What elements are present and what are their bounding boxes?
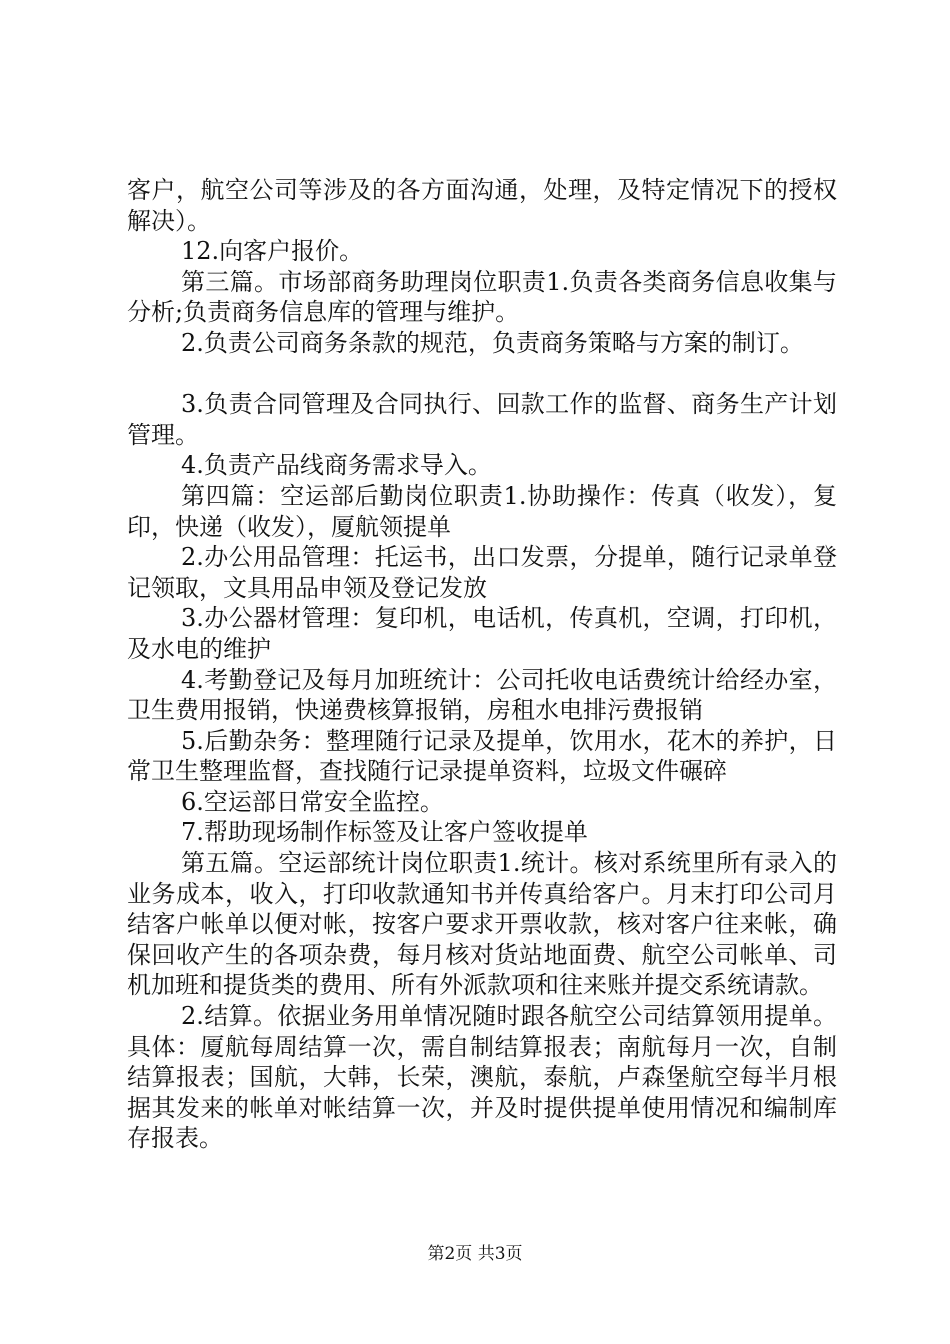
paragraph-1: 客户，航空公司等涉及的各方面沟通，处理，及特定情况下的授权解决）。	[127, 176, 837, 235]
paragraph-11: 5.后勤杂务：整理随行记录及提单，饮用水，花木的养护，日常卫生整理监督，查找随行记录提单资料，垃圾文件碾碎	[127, 726, 837, 786]
paragraph-4: 2.负责公司商务条款的规范，负责商务策略与方案的制订。	[181, 328, 804, 357]
paragraph-8: 2.办公用品管理：托运书，出口发票，分提单，随行记录单登记领取，文具用品申领及登记发放	[127, 543, 837, 602]
paragraph-7: 第四篇：空运部后勤岗位职责1.协助操作：传真（收发），复印，快递（收发），厦航领提单	[127, 481, 837, 541]
paragraph-3: 第三篇。市场部商务助理岗位职责1.负责各类商务信息收集与分析;负责商务信息库的管理与维护。	[127, 267, 837, 327]
paragraph-15: 2.结算。依据业务用单情况随时跟各航空公司结算领用提单。具体：厦航每周结算一次，需自制结算报表；南航每月一次，自制结算报表；国航，大韩，长荣，澳航，泰航，卢森堡航空每半月根据其发来的帐单对帐结算一次，并及时提供提单使用情况和编制库存报表。	[127, 1002, 837, 1153]
document-body	[127, 175, 837, 1154]
paragraph-13: 7.帮助现场制作标签及让客户签收提单	[181, 818, 588, 847]
paragraph-2: 12.向客户报价。	[181, 237, 364, 266]
paragraph-14: 第五篇。空运部统计岗位职责1.统计。核对系统里所有录入的业务成本，收入，打印收款通知书并传真给客户。月末打印公司月结客户帐单以便对帐，按客户要求开票收款，核对客户往来帐，确保回收产生的各项杂费，每月核对货站地面费、航空公司帐单、司机加班和提货类的费用、所有外派款项和往来账并提交系统请款。	[127, 849, 837, 1000]
paragraph-spacer	[127, 359, 837, 390]
paragraph-9: 3.办公器材管理：复印机，电话机，传真机，空调，打印机，及水电的维护	[127, 604, 837, 663]
paragraph-10: 4.考勤登记及每月加班统计：公司托收电话费统计给经办室，卫生费用报销，快递费核算报销，房租水电排污费报销	[127, 665, 837, 725]
page-number-footer: 第2页 共3页	[427, 1244, 523, 1264]
paragraph-12: 6.空运部日常安全监控。	[181, 787, 444, 816]
paragraph-6: 4.负责产品线商务需求导入。	[181, 451, 492, 480]
paragraph-5: 3.负责合同管理及合同执行、回款工作的监督、商务生产计划管理。	[127, 390, 837, 449]
